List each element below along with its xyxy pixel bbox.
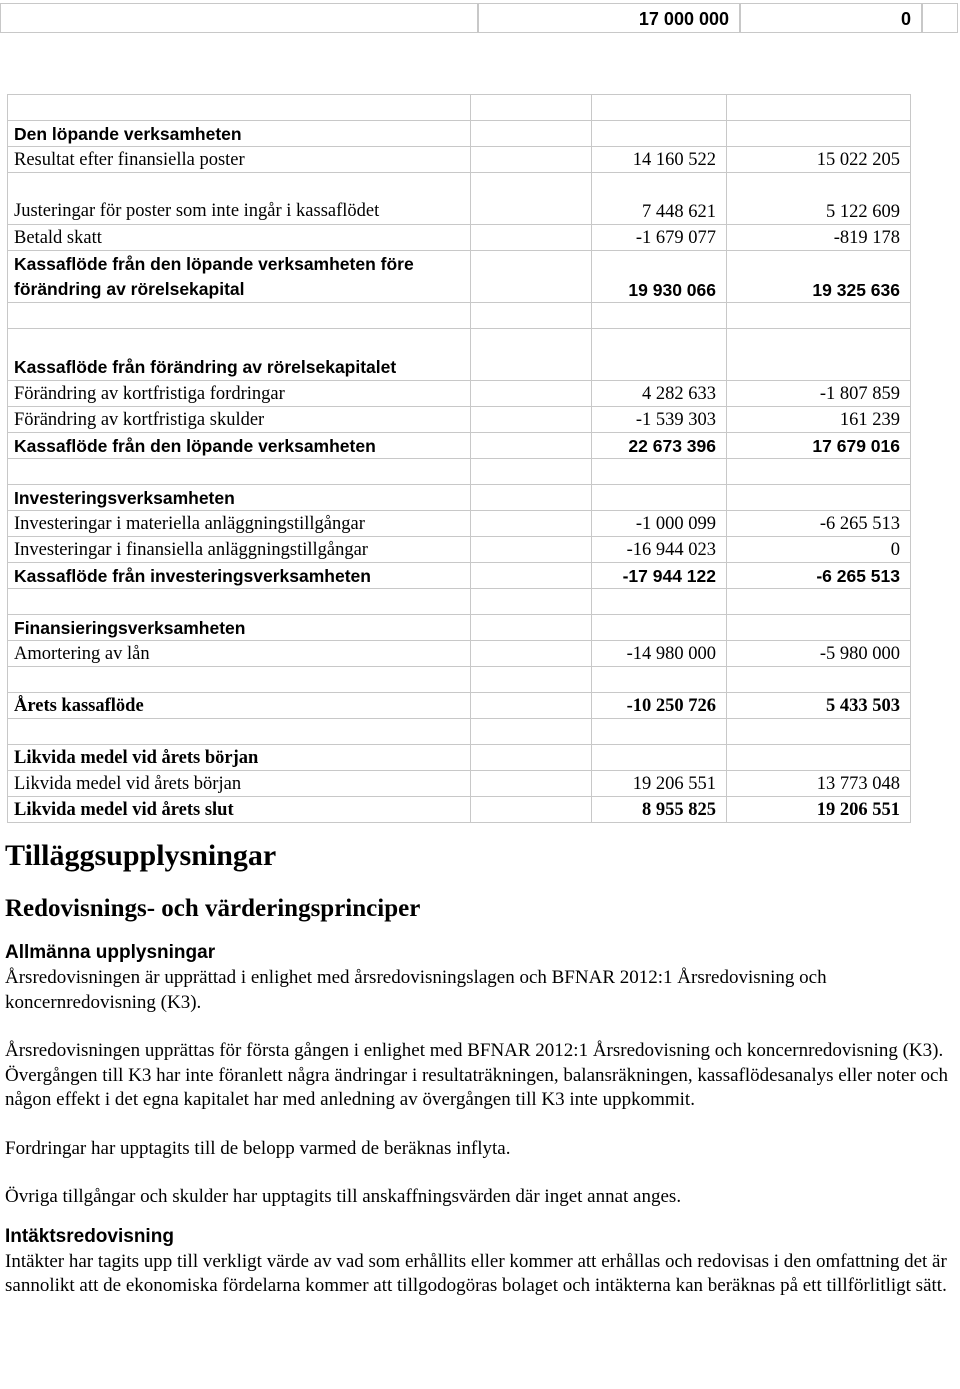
table-row (8, 797, 911, 823)
table-row (8, 641, 911, 667)
previous-year-value: -819 178 (727, 225, 911, 251)
empty-cell (8, 459, 471, 485)
previous-year-value: -1 807 859 (727, 381, 911, 407)
summary-label-cell (0, 3, 478, 33)
previous-year-value: 13 773 048 (727, 771, 911, 797)
empty-cell (592, 95, 727, 121)
empty-cell (8, 303, 471, 329)
row-label: Den löpande verksamheten (8, 121, 471, 147)
current-year-value: -14 980 000 (592, 641, 727, 667)
empty-cell (471, 771, 592, 797)
previous-year-value: -5 980 000 (727, 641, 911, 667)
previous-year-value: 19 325 636 (727, 251, 911, 303)
row-label: Betald skatt (8, 225, 471, 251)
empty-cell (471, 147, 592, 173)
table-row (8, 693, 911, 719)
empty-cell (592, 303, 727, 329)
spacer-row (8, 589, 911, 615)
table-row (8, 121, 911, 147)
empty-cell (592, 589, 727, 615)
table-row (8, 433, 911, 459)
current-year-value: 8 955 825 (592, 797, 727, 823)
table-row (8, 771, 911, 797)
empty-cell (471, 121, 592, 147)
empty-cell (8, 95, 471, 121)
row-label: Amortering av lån (8, 641, 471, 667)
table-row (8, 485, 911, 511)
current-year-value: 19 930 066 (592, 251, 727, 303)
row-label: Likvida medel vid årets början (8, 771, 471, 797)
empty-cell (471, 511, 592, 537)
empty-cell (471, 225, 592, 251)
paragraph-3: Fordringar har upptagits till de belopp varmed de beräknas inflyta. (5, 1137, 511, 1159)
row-label: Likvida medel vid årets början (8, 745, 471, 771)
current-year-value: -1 000 099 (592, 511, 727, 537)
empty-cell (471, 381, 592, 407)
row-label: Förändring av kortfristiga skulder (8, 407, 471, 433)
empty-cell (727, 719, 911, 745)
previous-year-value (727, 615, 911, 641)
summary-row (0, 3, 960, 33)
empty-cell (471, 329, 592, 381)
empty-cell (471, 563, 592, 589)
previous-year-value (727, 121, 911, 147)
empty-cell (471, 251, 592, 303)
table-row (8, 381, 911, 407)
empty-cell (471, 459, 592, 485)
previous-year-value: 19 206 551 (727, 797, 911, 823)
revenue-heading: Intäktsredovisning (5, 1225, 174, 1247)
paragraph-4: Övriga tillgångar och skulder har upptagits till anskaffningsvärden där inget annat anges. (5, 1186, 682, 1207)
row-label: Kassaflöde från investeringsverksamheten (8, 563, 471, 589)
table-row (8, 329, 911, 381)
previous-year-value: 5 122 609 (727, 173, 911, 225)
table-row (8, 537, 911, 563)
general-info-heading: Allmänna upplysningar (5, 942, 216, 963)
table-row (8, 745, 911, 771)
table-row (8, 407, 911, 433)
current-year-value: 14 160 522 (592, 147, 727, 173)
spacer-row (8, 719, 911, 745)
table-row (8, 511, 911, 537)
summary-current: 17 000 000 (478, 3, 740, 33)
empty-cell (592, 459, 727, 485)
empty-cell (471, 407, 592, 433)
table-row (8, 251, 911, 303)
paragraph-2: Årsredovisningen upprättas för första gången i enlighet med BFNAR 2012:1 Årsredovisning och koncernredovisning (K3). Övergången till K3 har inte föranlett några ändringar i resultaträkningen, balansräkningen, kassaflödesanalys eller noter och någon effekt i det egna kapitalet har med anledning av övergången till K3 inte uppkommit. (5, 1040, 948, 1110)
table-row (8, 563, 911, 589)
row-label: Investeringsverksamheten (8, 485, 471, 511)
current-year-value (592, 615, 727, 641)
paragraph-5: Intäkter har tagits upp till verkligt värde av vad som erhållits eller kommer att erhållas och redovisas i den omfattning det är sannolikt att de ekonomiska fördelarna kommer att tillgodogöras bolaget och intäkterna kan beräknas på ett tillförlitligt sätt. (5, 1250, 947, 1296)
empty-cell (592, 667, 727, 693)
empty-cell (471, 485, 592, 511)
previous-year-value: 17 679 016 (727, 433, 911, 459)
empty-cell (471, 693, 592, 719)
table-row (8, 225, 911, 251)
empty-cell (8, 667, 471, 693)
current-year-value: -16 944 023 (592, 537, 727, 563)
notes-title: Tilläggsupplysningar (5, 839, 277, 872)
empty-cell (471, 95, 592, 121)
empty-cell (471, 745, 592, 771)
previous-year-value: -6 265 513 (727, 511, 911, 537)
row-label: Finansieringsverksamheten (8, 615, 471, 641)
current-year-value (592, 121, 727, 147)
empty-cell (471, 667, 592, 693)
row-label: Årets kassaflöde (8, 693, 471, 719)
empty-cell (8, 589, 471, 615)
current-year-value (592, 745, 727, 771)
empty-cell (727, 667, 911, 693)
empty-cell (727, 303, 911, 329)
spacer-row (8, 95, 911, 121)
summary-previous: 0 (740, 3, 922, 33)
previous-year-value: -6 265 513 (727, 563, 911, 589)
row-label: Justeringar för poster som inte ingår i kassaflödet (8, 173, 471, 225)
empty-cell (471, 537, 592, 563)
previous-year-value (727, 329, 911, 381)
row-label: Investeringar i materiella anläggningstillgångar (8, 511, 471, 537)
current-year-value: 4 282 633 (592, 381, 727, 407)
current-year-value: -1 679 077 (592, 225, 727, 251)
empty-cell (471, 433, 592, 459)
row-label: Likvida medel vid årets slut (8, 797, 471, 823)
current-year-value: -17 944 122 (592, 563, 727, 589)
current-year-value: 19 206 551 (592, 771, 727, 797)
current-year-value: 22 673 396 (592, 433, 727, 459)
row-label: Kassaflöde från den löpande verksamheten (8, 433, 471, 459)
table-row (8, 147, 911, 173)
table-row (8, 173, 911, 225)
previous-year-value (727, 485, 911, 511)
paragraph-1: Årsredovisningen är upprättad i enlighet med årsredovisningslagen och BFNAR 2012:1 Årsredovisning och koncernredovisning (K3). (5, 967, 827, 1013)
current-year-value: 7 448 621 (592, 173, 727, 225)
empty-cell (471, 615, 592, 641)
previous-year-value: 161 239 (727, 407, 911, 433)
previous-year-value: 0 (727, 537, 911, 563)
row-label: Kassaflöde från den löpande verksamheten före förändring av rörelsekapital (8, 251, 471, 303)
cash-flow-table (7, 94, 911, 823)
empty-cell (727, 95, 911, 121)
empty-cell (727, 459, 911, 485)
empty-cell (471, 797, 592, 823)
previous-year-value: 5 433 503 (727, 693, 911, 719)
row-label: Förändring av kortfristiga fordringar (8, 381, 471, 407)
spacer-row (8, 459, 911, 485)
empty-cell (8, 719, 471, 745)
row-label: Resultat efter finansiella poster (8, 147, 471, 173)
current-year-value (592, 485, 727, 511)
empty-cell (471, 303, 592, 329)
row-label: Kassaflöde från förändring av rörelsekapitalet (8, 329, 471, 381)
row-label: Investeringar i finansiella anläggningstillgångar (8, 537, 471, 563)
table-row (8, 615, 911, 641)
empty-cell (471, 173, 592, 225)
current-year-value (592, 329, 727, 381)
empty-cell (471, 719, 592, 745)
previous-year-value (727, 745, 911, 771)
current-year-value: -10 250 726 (592, 693, 727, 719)
empty-cell (471, 641, 592, 667)
previous-year-value: 15 022 205 (727, 147, 911, 173)
supplementary-notes (5, 836, 955, 1299)
spacer-row (8, 667, 911, 693)
empty-cell (471, 589, 592, 615)
empty-cell (727, 589, 911, 615)
summary-extra-cell (922, 3, 958, 33)
principles-heading: Redovisnings- och värderingsprinciper (5, 895, 421, 922)
spacer-row (8, 303, 911, 329)
empty-cell (592, 719, 727, 745)
current-year-value: -1 539 303 (592, 407, 727, 433)
